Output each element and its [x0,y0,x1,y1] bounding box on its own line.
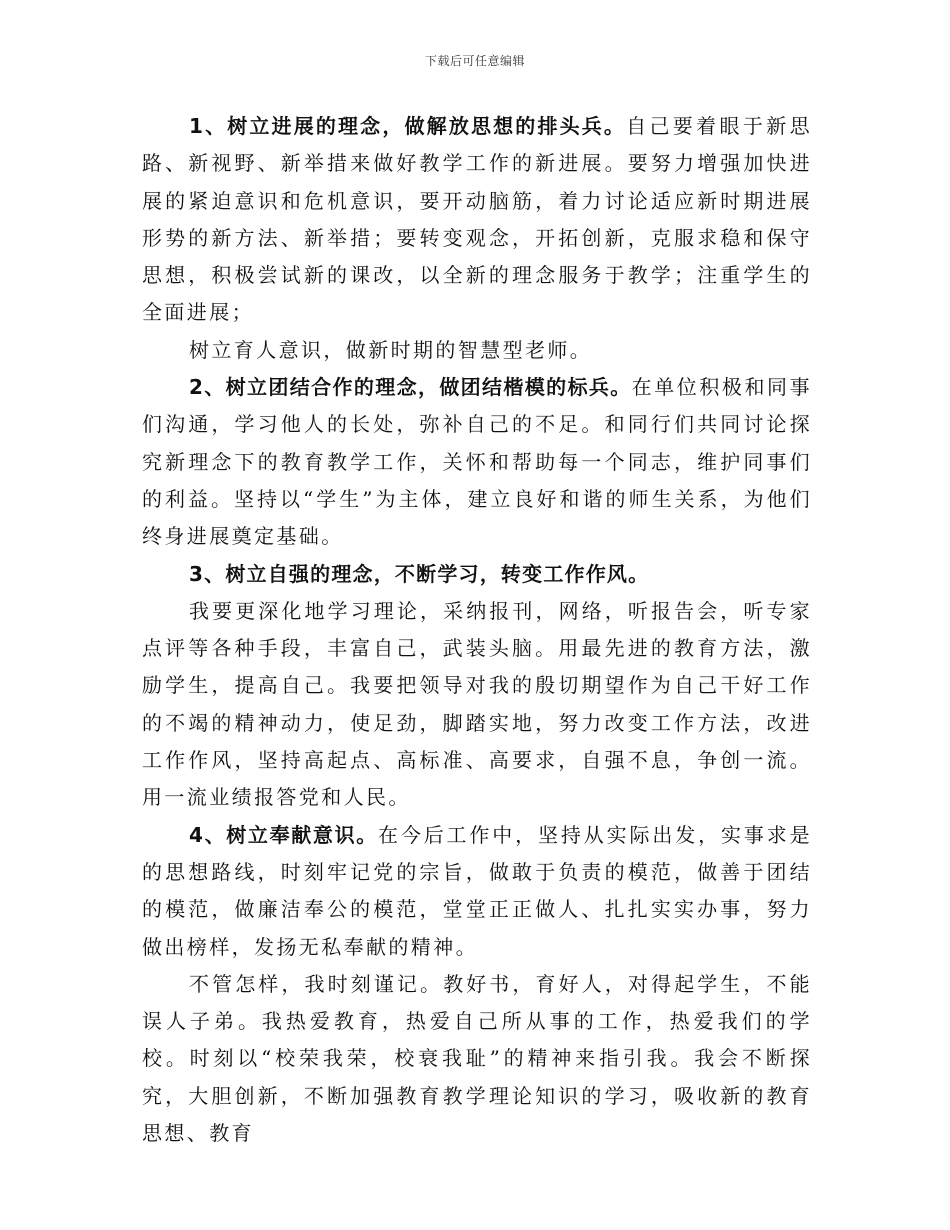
paragraph-1-text: 自己要着眼于新思路、新视野、新举措来做好教学工作的新进展。要努力增强加快进展的紧迫意识和危机意识，要开动脑筋，着力讨论适应新时期进展形势的新方法、新举措；要转变观念，开拓创新，克服求稳和保守思想，积极尝试新的课改，以全新的理念服务于教学；注重学生的全面进展； [142,114,813,325]
paragraph-3-heading: 2、树立团结合作的理念，做团结楷模的标兵。 [189,375,632,400]
paragraph-7 [142,966,812,1152]
paragraph-1-heading: 1、树立进展的理念，做解放思想的排头兵。 [189,114,627,138]
paragraph-5 [142,593,812,817]
paragraph-5-text: 我要更深化地学习理论，采纳报刊，网络，听报告会，听专家点评等各种手段，丰富自己，武装头脑。用最先进的教育方法，激励学生，提高自己。我要把领导对我的殷切期望作为自己干好工作的不竭的精神动力，使足劲，脚踏实地，努力改变工作方法，改进工作作风，坚持高起点、高标准、高要求，自强不息，争创一流。用一流业绩报答党和人民。 [142,598,812,810]
paragraph-6 [142,817,812,966]
paragraph-3-text: 在单位积极和同事们沟通，学习他人的长处，弥补自己的不足。和同行们共同讨论探究新理念下的教育教学工作，关怀和帮助每一个同志，维护同事们的利益。坚持以“学生”为主体，建立良好和谐的师生关系，为他们终身进展奠定基础。 [142,375,812,549]
document-body [142,108,812,1152]
paragraph-6-text: 在今后工作中，坚持从实际出发，实事求是的思想路线，时刻牢记党的宗旨，做敢于负责的模范，做善于团结的模范，做廉洁奉公的模范，堂堂正正做人、扎扎实实办事，努力做出榜样，发扬无私奉献的精神。 [142,822,813,959]
paragraph-7-text: 不管怎样，我时刻谨记。教好书，育好人，对得起学生，不能误人子弟。我热爱教育，热爱自己所从事的工作，热爱我们的学校。时刻以“校荣我荣，校衰我耻”的精神来指引我。我会不断探究，大胆创新，不断加强教育教学理论知识的学习，吸收新的教育思想、教育 [142,971,812,1146]
paragraph-1 [142,108,812,332]
page-header: 下载后可任意编辑 [424,54,525,68]
paragraph-2 [142,332,812,369]
paragraph-4 [142,556,812,593]
paragraph-4-heading: 3、树立自强的理念，不断学习，转变工作作风。 [189,561,650,586]
paragraph-2-text: 树立育人意识，做新时期的智慧型老师。 [189,337,593,362]
paragraph-6-heading: 4、树立奉献意识。 [189,822,378,847]
paragraph-3 [142,369,812,555]
